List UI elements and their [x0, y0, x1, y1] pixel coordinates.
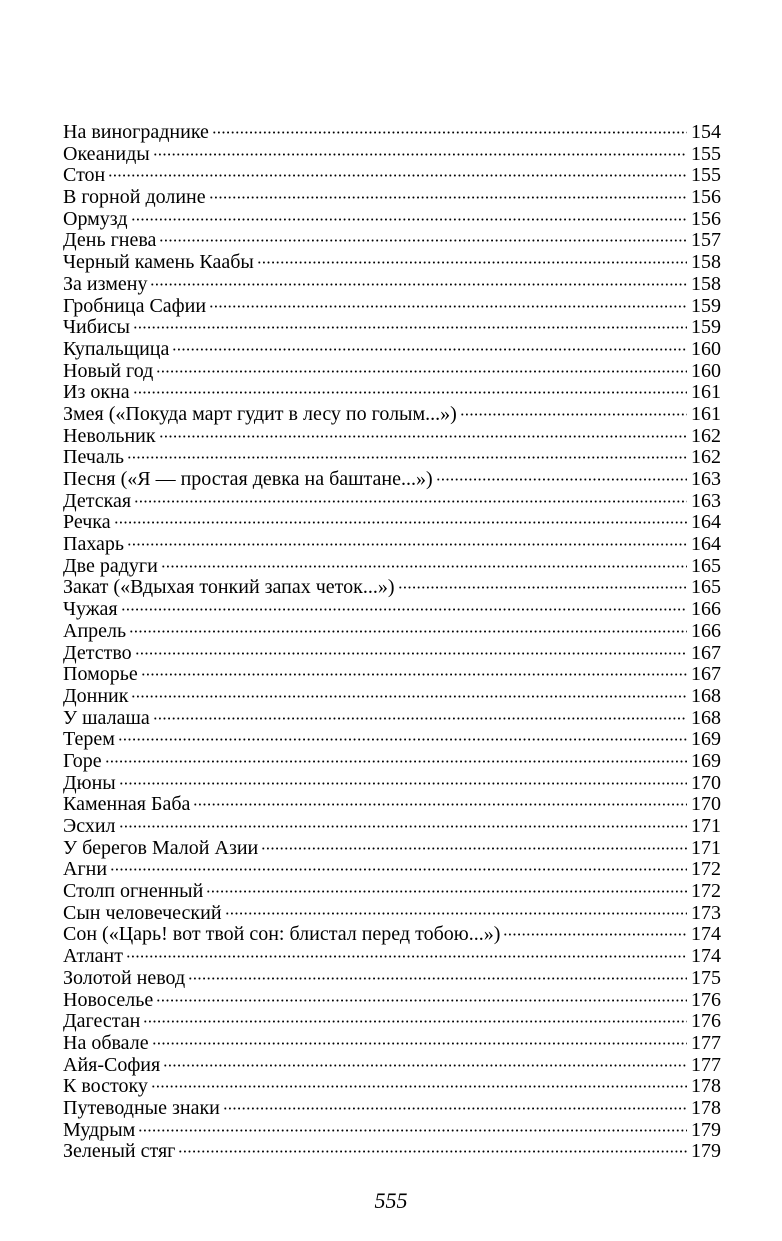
- toc-entry: [63, 773, 721, 795]
- toc-entry-title: Змея («Покуда март гудит в лесу по голым...»): [63, 402, 457, 425]
- toc-entry-title: Горе: [63, 749, 102, 772]
- toc-entry-page: 162: [691, 424, 721, 447]
- toc-entry-page: 168: [691, 684, 721, 707]
- toc-entry-title: У шалаша: [63, 706, 150, 729]
- dot-leader: [163, 1064, 687, 1067]
- toc-entry-page: 160: [691, 359, 721, 382]
- toc-entry-title: На обвале: [63, 1031, 149, 1054]
- toc-entry-title: Зеленый стяг: [63, 1140, 176, 1163]
- toc-entry: [63, 751, 721, 773]
- toc-entry-title: Черный камень Каабы: [63, 251, 254, 274]
- toc-entry: [63, 577, 721, 599]
- dot-leader: [143, 1020, 687, 1023]
- toc-entry: [63, 317, 721, 339]
- toc-entry: [63, 816, 721, 838]
- toc-entry: [63, 491, 721, 513]
- toc-entry-title: Апрель: [63, 619, 127, 642]
- dot-leader: [138, 1129, 687, 1132]
- toc-entry-title: Новый год: [63, 359, 154, 382]
- dot-leader: [398, 586, 687, 589]
- dot-leader: [105, 760, 687, 763]
- toc-entry: [63, 404, 721, 426]
- dot-leader: [129, 630, 687, 633]
- dot-leader: [131, 218, 687, 221]
- toc-entry-title: За измену: [63, 272, 148, 295]
- toc-entry-page: 167: [691, 641, 721, 664]
- toc-entry-title: Чужая: [63, 598, 118, 621]
- dot-leader: [126, 955, 687, 958]
- toc-entry-page: 166: [691, 598, 721, 621]
- toc-entry: [63, 859, 721, 881]
- toc-entry: [63, 447, 721, 469]
- toc-entry-title: В горной долине: [63, 186, 206, 209]
- toc-entry: [63, 556, 721, 578]
- toc-entry: [63, 209, 721, 231]
- dot-leader: [209, 196, 687, 199]
- toc-entry: [63, 187, 721, 209]
- dot-leader: [118, 738, 687, 741]
- table-of-contents: [63, 122, 721, 1163]
- toc-entry-title: Агни: [63, 858, 108, 881]
- dot-leader: [178, 1150, 687, 1153]
- toc-entry-page: 159: [691, 294, 721, 317]
- dot-leader: [225, 912, 687, 915]
- toc-entry-page: 156: [691, 207, 721, 230]
- toc-entry-title: Сон («Царь! вот твой сон: блистал перед тобою...»): [63, 923, 501, 946]
- toc-entry-page: 174: [691, 923, 721, 946]
- toc-entry-page: 164: [691, 511, 721, 534]
- toc-entry-page: 175: [691, 966, 721, 989]
- dot-leader: [133, 391, 687, 394]
- dot-leader: [152, 1042, 687, 1045]
- toc-entry: [63, 469, 721, 491]
- toc-entry-page: 159: [691, 316, 721, 339]
- dot-leader: [133, 326, 687, 329]
- toc-entry: [63, 534, 721, 556]
- toc-entry: [63, 621, 721, 643]
- toc-entry: [63, 1120, 721, 1142]
- dot-leader: [206, 890, 687, 893]
- dot-leader: [114, 521, 687, 524]
- dot-leader: [135, 652, 687, 655]
- toc-entry-title: Печаль: [63, 446, 125, 469]
- dot-leader: [150, 283, 687, 286]
- toc-entry-title: Две радуги: [63, 554, 158, 577]
- toc-entry-page: 162: [691, 446, 721, 469]
- toc-entry-page: 179: [691, 1140, 721, 1163]
- toc-entry-page: 179: [691, 1118, 721, 1141]
- toc-entry: [63, 252, 721, 274]
- toc-entry: [63, 968, 721, 990]
- toc-entry-page: 166: [691, 619, 721, 642]
- dot-leader: [156, 370, 687, 373]
- toc-entry-title: Новоселье: [63, 988, 154, 1011]
- toc-entry-title: Эсхил: [63, 815, 116, 837]
- toc-entry: [63, 881, 721, 903]
- dot-leader: [172, 348, 687, 351]
- toc-entry-title: На винограднике: [63, 121, 209, 143]
- dot-leader: [151, 1085, 687, 1088]
- page-number: 555: [374, 1188, 408, 1213]
- dot-leader: [212, 131, 687, 134]
- toc-entry-title: Каменная Баба: [63, 793, 191, 816]
- dot-leader: [209, 305, 687, 308]
- dot-leader: [436, 478, 687, 481]
- toc-entry-title: Закат («Вдыхая тонкий запах четок...»): [63, 576, 395, 599]
- toc-entry: [63, 512, 721, 534]
- toc-entry-page: 173: [691, 901, 721, 924]
- dot-leader: [223, 1107, 687, 1110]
- toc-entry-title: Океаниды: [63, 142, 150, 165]
- toc-entry-page: 157: [691, 229, 721, 252]
- toc-entry-page: 176: [691, 988, 721, 1011]
- toc-entry-title: Терем: [63, 728, 115, 751]
- toc-entry-title: Дагестан: [63, 1010, 141, 1033]
- toc-entry: [63, 296, 721, 318]
- toc-entry-page: 164: [691, 533, 721, 556]
- toc-entry-title: Атлант: [63, 945, 123, 968]
- toc-entry-page: 155: [691, 142, 721, 165]
- dot-leader: [503, 933, 687, 936]
- toc-entry-page: 163: [691, 489, 721, 512]
- toc-entry-page: 177: [691, 1053, 721, 1076]
- dot-leader: [127, 543, 687, 546]
- dot-leader: [119, 825, 688, 828]
- toc-entry: [63, 1011, 721, 1033]
- dot-leader: [161, 565, 687, 568]
- toc-entry-page: 161: [691, 402, 721, 425]
- toc-entry-page: 169: [691, 728, 721, 751]
- toc-entry-page: 170: [691, 771, 721, 794]
- toc-entry-title: К востоку: [63, 1075, 148, 1098]
- dot-leader: [119, 782, 687, 785]
- toc-entry-title: Из окна: [63, 381, 130, 404]
- toc-entry: [63, 426, 721, 448]
- toc-entry-page: 171: [691, 815, 721, 837]
- toc-entry: [63, 729, 721, 751]
- dot-leader: [127, 456, 687, 459]
- toc-entry-title: Пахарь: [63, 533, 125, 556]
- toc-entry-title: Гробница Сафии: [63, 294, 207, 317]
- toc-entry-page: 160: [691, 337, 721, 360]
- toc-entry: [63, 686, 721, 708]
- toc-entry: [63, 1033, 721, 1055]
- toc-entry-title: Столп огненный: [63, 880, 204, 903]
- toc-entry-page: 155: [691, 164, 721, 187]
- toc-entry: [63, 599, 721, 621]
- dot-leader: [134, 500, 687, 503]
- dot-leader: [159, 239, 687, 242]
- toc-entry-title: Дюны: [63, 771, 116, 794]
- toc-entry: [63, 165, 721, 187]
- toc-entry-title: Ормузд: [63, 207, 128, 230]
- dot-leader: [141, 673, 687, 676]
- toc-entry: [63, 903, 721, 925]
- dot-leader: [159, 435, 687, 438]
- dot-leader: [153, 153, 687, 156]
- toc-entry-page: 168: [691, 706, 721, 729]
- toc-entry-title: Сын человеческий: [63, 901, 222, 924]
- toc-entry-page: 154: [691, 121, 721, 143]
- toc-entry: [63, 1055, 721, 1077]
- toc-entry-title: Детство: [63, 641, 132, 664]
- toc-entry: [63, 361, 721, 383]
- toc-entry-page: 172: [691, 858, 721, 881]
- toc-entry-page: 171: [691, 836, 721, 859]
- toc-entry-title: Речка: [63, 511, 111, 534]
- dot-leader: [153, 717, 687, 720]
- toc-entry: [63, 664, 721, 686]
- toc-entry-page: 178: [691, 1096, 721, 1119]
- toc-entry-title: Детская: [63, 489, 132, 512]
- dot-leader: [110, 868, 687, 871]
- toc-entry-title: День гнева: [63, 229, 157, 252]
- toc-entry: [63, 382, 721, 404]
- toc-entry-title: Путеводные знаки: [63, 1096, 220, 1119]
- toc-entry-page: 158: [691, 272, 721, 295]
- toc-entry-page: 161: [691, 381, 721, 404]
- toc-entry: [63, 1098, 721, 1120]
- toc-entry-page: 165: [691, 554, 721, 577]
- toc-entry: [63, 1076, 721, 1098]
- toc-entry: [63, 230, 721, 252]
- dot-leader: [131, 695, 687, 698]
- toc-entry: [63, 990, 721, 1012]
- dot-leader: [460, 413, 687, 416]
- toc-entry-page: 172: [691, 880, 721, 903]
- toc-entry: [63, 1141, 721, 1163]
- toc-entry: [63, 708, 721, 730]
- toc-entry: [63, 924, 721, 946]
- toc-entry: [63, 643, 721, 665]
- toc-entry-page: 178: [691, 1075, 721, 1098]
- toc-entry-page: 156: [691, 186, 721, 209]
- toc-entry-page: 163: [691, 468, 721, 490]
- toc-entry-title: Айя-София: [63, 1053, 161, 1076]
- toc-entry-page: 174: [691, 945, 721, 968]
- toc-entry-title: Чибисы: [63, 316, 130, 339]
- toc-entry: [63, 144, 721, 166]
- toc-entry-title: Мудрым: [63, 1118, 136, 1141]
- toc-entry-title: Стон: [63, 164, 106, 187]
- toc-entry-title: Невольник: [63, 424, 156, 447]
- toc-entry-title: Поморье: [63, 663, 138, 686]
- dot-leader: [188, 977, 687, 980]
- dot-leader: [193, 803, 687, 806]
- toc-entry: [63, 339, 721, 361]
- toc-entry-title: Песня («Я — простая девка на баштане...»): [63, 468, 433, 490]
- dot-leader: [121, 608, 687, 611]
- toc-entry: [63, 946, 721, 968]
- toc-entry-page: 158: [691, 251, 721, 274]
- dot-leader: [257, 261, 687, 264]
- dot-leader: [108, 174, 687, 177]
- toc-entry: [63, 274, 721, 296]
- toc-entry: [63, 122, 721, 144]
- toc-entry-title: Золотой невод: [63, 966, 186, 989]
- dot-leader: [261, 847, 687, 850]
- toc-entry-page: 167: [691, 663, 721, 686]
- toc-entry-title: Донник: [63, 684, 129, 707]
- toc-entry-page: 169: [691, 749, 721, 772]
- toc-entry-title: Купальщица: [63, 337, 170, 360]
- toc-entry-page: 177: [691, 1031, 721, 1054]
- toc-entry: [63, 794, 721, 816]
- toc-entry-title: У берегов Малой Азии: [63, 836, 259, 859]
- toc-entry-page: 176: [691, 1010, 721, 1033]
- dot-leader: [156, 999, 687, 1002]
- toc-entry-page: 165: [691, 576, 721, 599]
- toc-entry: [63, 838, 721, 860]
- toc-entry-page: 170: [691, 793, 721, 816]
